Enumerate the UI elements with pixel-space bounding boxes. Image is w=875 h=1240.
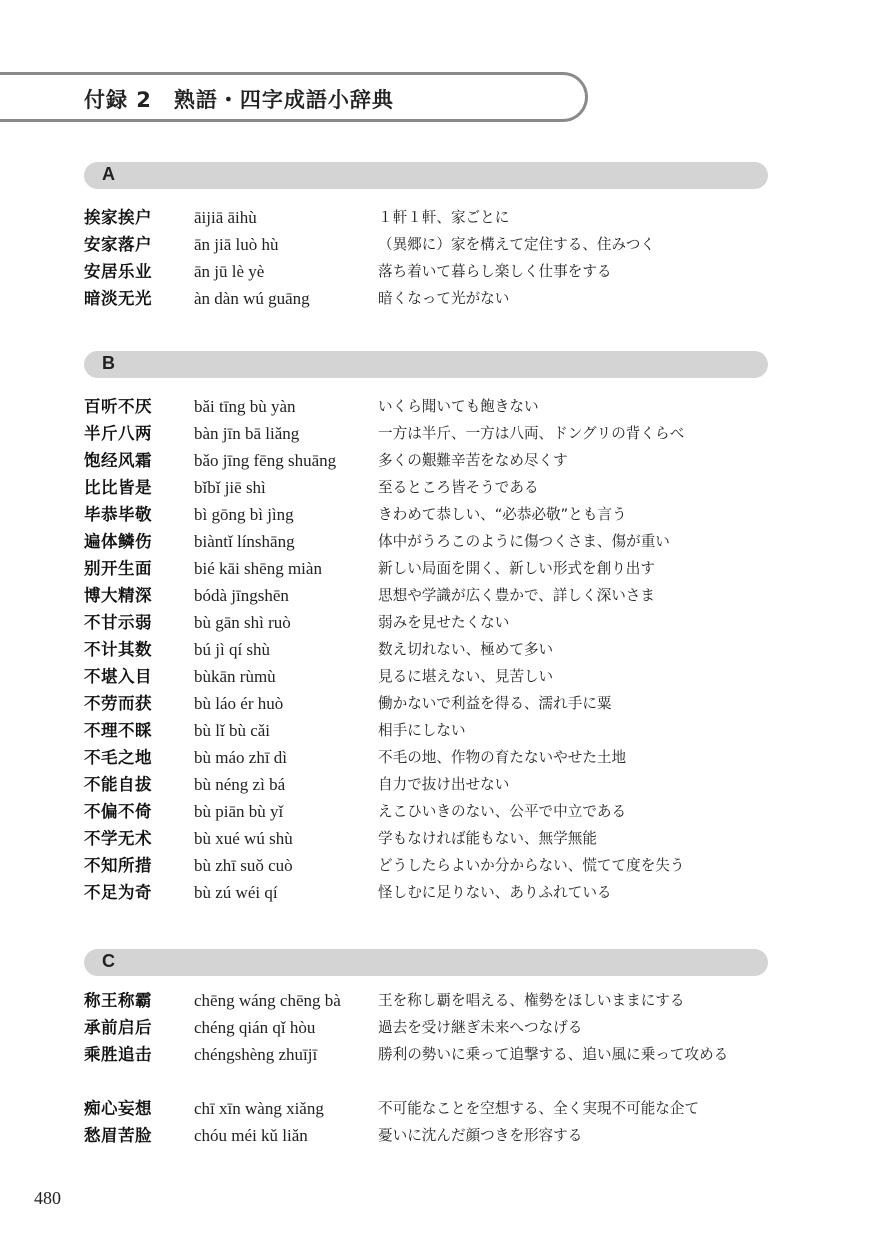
entry-word: 安家落户 [84,235,152,254]
list-item [84,1122,768,1149]
entry-pinyin: ān jiā luò hù [194,235,279,254]
section-header-a [84,162,768,189]
page-title: 付録 2 熟語・四字成語小辞典 [84,88,394,112]
page-number: 480 [34,1188,61,1208]
entry-pinyin: bǎo jīng fēng shuāng [194,451,337,470]
entry-pinyin: bù néng zì bá [194,775,286,794]
entry-pinyin: chēng wáng chēng bà [194,991,341,1010]
entry-word: 不学无术 [84,829,152,848]
entry-word: 百听不厌 [84,397,152,416]
entry-word: 不劳而获 [84,694,152,713]
list-item [84,231,768,258]
entry-word: 挨家挨户 [84,208,152,227]
section-a [84,162,768,312]
entry-word: 暗淡无光 [84,289,152,308]
entry-meaning: 勝利の勢いに乗って追撃する、追い風に乗って攻める [378,1046,729,1063]
section-header-c [84,949,768,976]
entry-pinyin: bù gān shì ruò [194,613,291,632]
entry-meaning: 一方は半斤、一方は八両、ドングリの背くらべ [378,425,685,442]
list-item [84,393,768,420]
entry-meaning: 王を称し覇を唱える、権勢をほしいままにする [378,992,685,1009]
list-item [84,528,768,555]
entry-meaning: きわめて恭しい、“必恭必敬”とも言う [378,506,627,523]
entry-word: 不知所措 [84,856,152,875]
entry-word: 比比皆是 [84,478,152,497]
entry-meaning: 不可能なことを空想する、全く実現不可能な企て [378,1100,700,1117]
section-letter: B [102,353,115,373]
list-item [84,771,768,798]
list-item [84,744,768,771]
list-item [84,285,768,312]
list-item [84,204,768,231]
entry-pinyin: bù xué wú shù [194,829,293,848]
entry-pinyin: bù piān bù yǐ [194,802,284,821]
list-item [84,636,768,663]
entry-word: 半斤八两 [84,424,152,443]
list-item [84,1041,768,1095]
entry-pinyin: chī xīn wàng xiǎng [194,1099,324,1118]
entry-word: 愁眉苦脸 [84,1126,152,1145]
entry-meaning: 新しい局面を開く、新しい形式を創り出す [378,560,655,577]
entry-meaning: 不毛の地、作物の育たないやせた土地 [378,749,627,766]
list-item [84,1095,768,1122]
list-item [84,258,768,285]
section-letter: A [102,164,115,184]
entry-meaning: 至るところ皆そうである [378,479,539,496]
entry-word: 遍体鳞伤 [84,532,152,551]
entry-meaning: 数え切れない、極めて多い [378,641,554,658]
entry-pinyin: chóu méi kǔ liǎn [194,1126,308,1145]
entry-pinyin: àn dàn wú guāng [194,289,310,308]
entry-meaning: 怪しむに足りない、ありふれている [378,884,612,901]
entry-pinyin: bù zhī suǒ cuò [194,856,293,875]
entry-word: 不甘示弱 [84,613,152,632]
entry-word: 不理不睬 [84,721,152,740]
entry-meaning: どうしたらよいか分からない、慌てて度を失う [378,857,685,874]
entry-pinyin: bódà jīngshēn [194,586,289,605]
entry-word: 不堪入目 [84,667,152,686]
entry-meaning: えこひいきのない、公平で中立である [378,803,627,820]
entry-pinyin: bú jì qí shù [194,640,271,659]
entry-pinyin: bù máo zhī dì [194,748,288,767]
list-item [84,663,768,690]
entry-pinyin: bù zú wéi qí [194,883,278,902]
section-b [84,351,768,906]
list-item [84,474,768,501]
entry-word: 不偏不倚 [84,802,152,821]
list-item [84,798,768,825]
entry-pinyin: bié kāi shēng miàn [194,559,322,578]
entry-meaning: 多くの艱難辛苦をなめ尽くす [378,452,568,469]
list-item [84,447,768,474]
entry-meaning: 思想や学識が広く豊かで、詳しく深いさま [378,587,655,604]
entry-pinyin: biàntǐ línshāng [194,532,295,551]
entry-pinyin: bì gōng bì jìng [194,505,294,524]
list-item [84,987,768,1014]
entry-pinyin: bǐbǐ jiē shì [194,478,266,497]
list-item [84,852,768,879]
list-item [84,717,768,744]
entry-meaning: 落ち着いて暮らし楽しく仕事をする [378,263,612,280]
entry-word: 不毛之地 [84,748,152,767]
entry-word: 不能自拔 [84,775,152,794]
list-item [84,825,768,852]
entry-word: 不足为奇 [84,883,152,902]
entry-pinyin: chéng qián qǐ hòu [194,1018,316,1037]
entry-word: 安居乐业 [84,262,152,281]
entry-pinyin: chéngshèng zhuījī [194,1045,318,1064]
entry-meaning: 相手にしない [378,722,466,739]
entry-meaning: 学もなければ能もない、無学無能 [378,830,597,847]
list-item [84,420,768,447]
entry-word: 不计其数 [84,640,152,659]
entry-word: 称王称霸 [84,991,152,1010]
entry-pinyin: ān jū lè yè [194,262,265,281]
list-item [84,879,768,906]
entry-meaning: 暗くなって光がない [378,290,510,307]
entry-pinyin: āijiā āihù [194,208,257,227]
entry-word: 别开生面 [84,559,152,578]
list-item [84,609,768,636]
entry-meaning: 憂いに沈んだ顔つきを形容する [378,1127,583,1144]
entry-meaning: 見るに堪えない、見苦しい [378,668,554,685]
section-letter: C [102,951,115,971]
section-c [84,949,768,1149]
entry-word: 毕恭毕敬 [84,505,152,524]
entry-pinyin: bùkān rùmù [194,667,276,686]
entry-meaning: いくら聞いても飽きない [378,398,539,415]
entry-meaning: 過去を受け継ぎ未来へつなげる [378,1019,583,1036]
entry-pinyin: bàn jīn bā liǎng [194,424,300,443]
entry-meaning: １軒１軒、家ごとに [378,209,510,226]
list-item [84,555,768,582]
entry-meaning: 自力で抜け出せない [378,776,510,793]
entry-meaning: 体中がうろこのように傷つくさま、傷が重い [378,533,670,550]
entry-pinyin: bù lǐ bù cǎi [194,721,271,740]
list-item [84,582,768,609]
entry-meaning: 働かないで利益を得る、濡れ手に粟 [378,695,612,712]
entry-word: 饱经风霜 [84,451,152,470]
entry-word: 乘胜追击 [84,1045,152,1064]
section-header-b [84,351,768,378]
entry-word: 博大精深 [84,586,152,605]
entry-meaning: 弱みを見せたくない [378,614,510,631]
entry-meaning: （異郷に）家を構えて定住する、住みつく [378,236,655,253]
entry-word: 承前启后 [84,1018,152,1037]
entry-word: 痴心妄想 [84,1099,152,1118]
list-item [84,501,768,528]
entry-pinyin: bǎi tīng bù yàn [194,397,296,416]
list-item [84,690,768,717]
entry-pinyin: bù láo ér huò [194,694,284,713]
list-item [84,1014,768,1041]
